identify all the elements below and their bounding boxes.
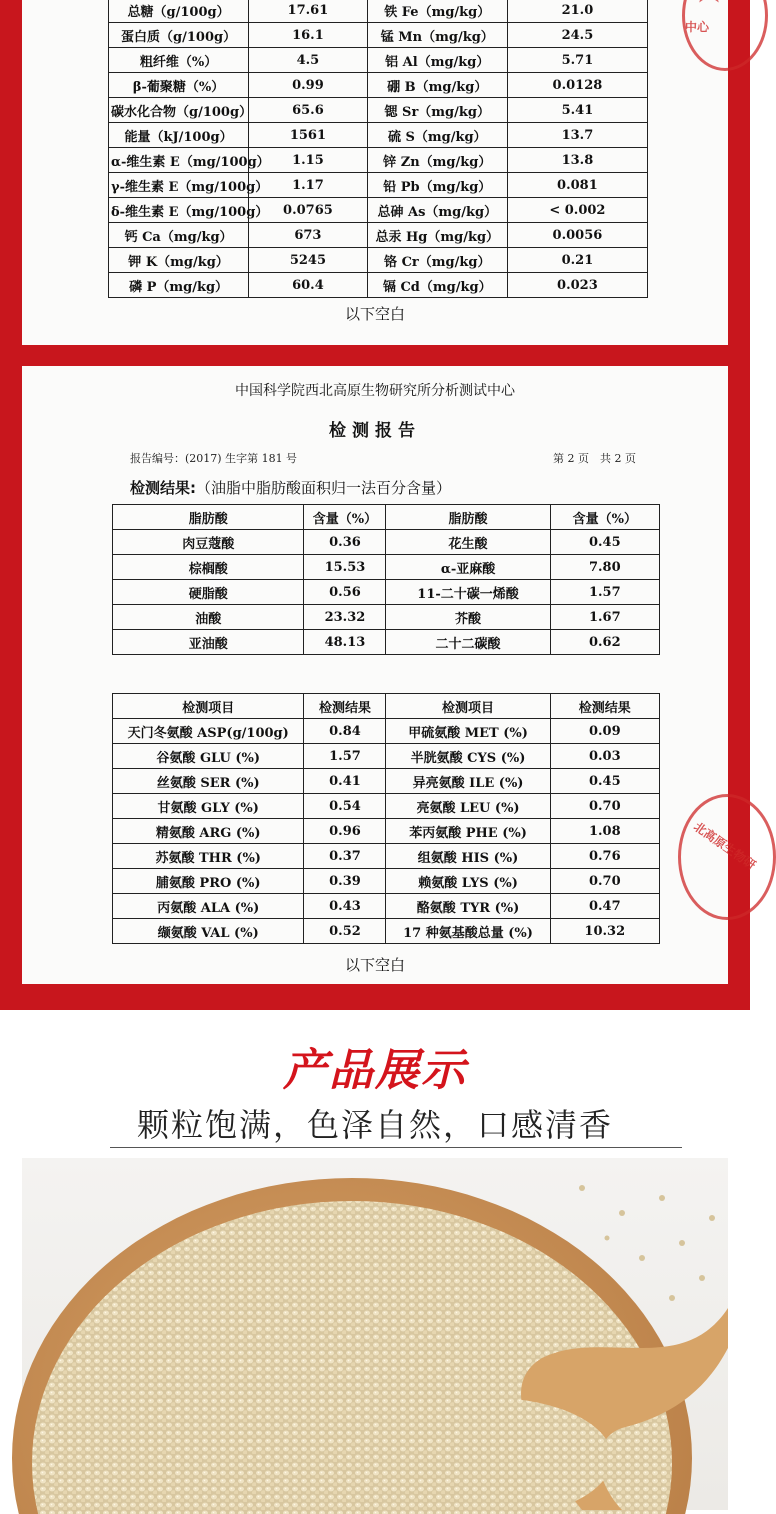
- table-row: [109, 23, 648, 48]
- table-cell: 谷氨酸 GLU (%): [113, 744, 304, 769]
- table-cell: 组氨酸 HIS (%): [386, 844, 550, 869]
- table-cell: 13.8: [507, 148, 647, 173]
- result-method: （油脂中脂肪酸面积归一法百分含量）: [196, 479, 452, 497]
- table-cell: 含量（%）: [304, 505, 386, 530]
- result-heading: [130, 477, 451, 498]
- table-row: [113, 605, 660, 630]
- table-cell: α-维生素 E（mg/100g）: [109, 148, 249, 173]
- table-cell: 检测项目: [386, 694, 550, 719]
- red-stamp-1: [682, 0, 768, 71]
- table-cell: 5.41: [507, 98, 647, 123]
- spoon-grains: [372, 1398, 612, 1514]
- stamp-2-text: 北高原生物研: [691, 819, 759, 873]
- table-cell: 能量（kJ/100g）: [109, 123, 249, 148]
- table-cell: 丙氨酸 ALA (%): [113, 894, 304, 919]
- table-cell: 0.52: [304, 919, 386, 944]
- table-cell: 硫 S（mg/kg）: [367, 123, 507, 148]
- product-photo: [22, 1158, 728, 1510]
- table-cell: β-葡聚糖（%）: [109, 73, 249, 98]
- table-cell: 铅 Pb（mg/kg）: [367, 173, 507, 198]
- table-cell: 0.54: [304, 794, 386, 819]
- table-cell: 0.43: [304, 894, 386, 919]
- table-cell: 0.56: [304, 580, 386, 605]
- table-cell: 17.61: [249, 0, 368, 23]
- table-cell: 芥酸: [386, 605, 550, 630]
- table-cell: 异亮氨酸 ILE (%): [386, 769, 550, 794]
- table-cell: 0.45: [550, 530, 659, 555]
- table-row: [113, 530, 660, 555]
- table-cell: 苏氨酸 THR (%): [113, 844, 304, 869]
- table-cell: 检测结果: [550, 694, 659, 719]
- table-cell: 0.76: [550, 844, 659, 869]
- table-row: [113, 744, 660, 769]
- table-cell: 1.57: [304, 744, 386, 769]
- table-cell: 酪氨酸 TYR (%): [386, 894, 550, 919]
- table-row: [109, 223, 648, 248]
- table-cell: 赖氨酸 LYS (%): [386, 869, 550, 894]
- table-cell: 16.1: [249, 23, 368, 48]
- subtitle-underline: [110, 1147, 682, 1148]
- fatty-acid-table: [112, 504, 660, 655]
- table-cell: 锶 Sr（mg/kg）: [367, 98, 507, 123]
- table-row: [113, 869, 660, 894]
- table-cell: 棕榈酸: [113, 555, 304, 580]
- table-cell: 23.32: [304, 605, 386, 630]
- table-cell: 硼 B（mg/kg）: [367, 73, 507, 98]
- table-cell: 检测项目: [113, 694, 304, 719]
- table-cell: 花生酸: [386, 530, 550, 555]
- table-cell: 1.67: [550, 605, 659, 630]
- table-cell: 脂肪酸: [113, 505, 304, 530]
- table-cell: 0.37: [304, 844, 386, 869]
- table-row: [109, 248, 648, 273]
- table-cell: 13.7: [507, 123, 647, 148]
- table-cell: 亚油酸: [113, 630, 304, 655]
- table-cell: 脯氨酸 PRO (%): [113, 869, 304, 894]
- table-cell: α-亚麻酸: [386, 555, 550, 580]
- table-cell: 0.21: [507, 248, 647, 273]
- table-cell: 甘氨酸 GLY (%): [113, 794, 304, 819]
- table-cell: 4.5: [249, 48, 368, 73]
- table-row: [109, 73, 648, 98]
- table-row: [113, 580, 660, 605]
- table-cell: 65.6: [249, 98, 368, 123]
- table-cell: 0.70: [550, 869, 659, 894]
- table-row: [113, 555, 660, 580]
- red-stamp-2: [678, 794, 776, 920]
- table-cell: 脂肪酸: [386, 505, 550, 530]
- amino-acid-table: [112, 693, 660, 944]
- table-cell: 0.081: [507, 173, 647, 198]
- table-row: [113, 844, 660, 869]
- table-cell: 含量（%）: [550, 505, 659, 530]
- table-cell: 油酸: [113, 605, 304, 630]
- table-row: [109, 148, 648, 173]
- table-row: [113, 630, 660, 655]
- table-cell: 天门冬氨酸 ASP(g/100g): [113, 719, 304, 744]
- table-cell: 0.36: [304, 530, 386, 555]
- table-cell: 精氨酸 ARG (%): [113, 819, 304, 844]
- report-page-2: [22, 366, 759, 984]
- table-cell: 0.39: [304, 869, 386, 894]
- table-cell: 二十二碳酸: [386, 630, 550, 655]
- table-cell: 缬氨酸 VAL (%): [113, 919, 304, 944]
- table-cell: 0.41: [304, 769, 386, 794]
- table-row: [113, 794, 660, 819]
- table-cell: 24.5: [507, 23, 647, 48]
- table-row: [109, 198, 648, 223]
- stamp-1-text: 中心: [685, 20, 710, 34]
- table-cell: 总汞 Hg（mg/kg）: [367, 223, 507, 248]
- table-row: [109, 48, 648, 73]
- table-cell: 0.99: [249, 73, 368, 98]
- table-row: [113, 769, 660, 794]
- nutrient-table: [108, 0, 648, 298]
- table-cell: 5245: [249, 248, 368, 273]
- table-cell: 0.70: [550, 794, 659, 819]
- table-cell: 0.84: [304, 719, 386, 744]
- report-page-1: [22, 0, 728, 345]
- table-row: [113, 819, 660, 844]
- table-cell: 0.47: [550, 894, 659, 919]
- showcase-title: 产品展示: [283, 1045, 467, 1096]
- table-cell: 镉 Cd（mg/kg）: [367, 273, 507, 298]
- table-cell: 0.0128: [507, 73, 647, 98]
- table-cell: 15.53: [304, 555, 386, 580]
- page-info: 第 2 页 共 2 页: [553, 452, 636, 465]
- table-cell: 磷 P（mg/kg）: [109, 273, 249, 298]
- blank-note-2: 以下空白: [344, 956, 405, 974]
- table-cell: 673: [249, 223, 368, 248]
- table-cell: 10.32: [550, 919, 659, 944]
- table-cell: 锌 Zn（mg/kg）: [367, 148, 507, 173]
- table-cell: 硬脂酸: [113, 580, 304, 605]
- table-cell: 1.17: [249, 173, 368, 198]
- quinoa-bowl-illustration: [22, 1158, 728, 1510]
- table-cell: 粗纤维（%）: [109, 48, 249, 73]
- table-header-row: [113, 694, 660, 719]
- table-cell: 钙 Ca（mg/kg）: [109, 223, 249, 248]
- table-row: [109, 173, 648, 198]
- table-cell: 7.80: [550, 555, 659, 580]
- table-row: [109, 0, 648, 23]
- table-cell: 钾 K（mg/kg）: [109, 248, 249, 273]
- table-cell: 0.96: [304, 819, 386, 844]
- table-cell: 0.09: [550, 719, 659, 744]
- table-cell: 17 种氨基酸总量 (%): [386, 919, 550, 944]
- table-cell: 检测结果: [304, 694, 386, 719]
- table-cell: δ-维生素 E（mg/100g）: [109, 198, 249, 223]
- report-number: 报告编号：(2017) 生字第 181 号: [130, 452, 298, 465]
- table-cell: 碳水化合物（g/100g）: [109, 98, 249, 123]
- star-icon: [691, 0, 727, 7]
- table-row: [109, 98, 648, 123]
- table-cell: 总糖（g/100g）: [109, 0, 249, 23]
- table-cell: 1.57: [550, 580, 659, 605]
- blank-note-1: 以下空白: [344, 305, 405, 323]
- table-cell: 60.4: [249, 273, 368, 298]
- table-cell: 0.023: [507, 273, 647, 298]
- table-cell: 0.62: [550, 630, 659, 655]
- table-cell: 0.45: [550, 769, 659, 794]
- table-cell: 铝 Al（mg/kg）: [367, 48, 507, 73]
- table-cell: 5.71: [507, 48, 647, 73]
- table-cell: 0.0056: [507, 223, 647, 248]
- table-row: [109, 123, 648, 148]
- table-cell: 0.03: [550, 744, 659, 769]
- table-cell: 1.15: [249, 148, 368, 173]
- table-cell: 0.0765: [249, 198, 368, 223]
- table-row: [113, 719, 660, 744]
- table-row: [113, 894, 660, 919]
- table-cell: 丝氨酸 SER (%): [113, 769, 304, 794]
- table-cell: 铁 Fe（mg/kg）: [367, 0, 507, 23]
- table-cell: 11-二十碳一烯酸: [386, 580, 550, 605]
- table-cell: 铬 Cr（mg/kg）: [367, 248, 507, 273]
- table-header-row: [113, 505, 660, 530]
- table-row: [113, 919, 660, 944]
- org-name: 中国科学院西北高原生物研究所分析测试中心: [235, 383, 515, 399]
- table-cell: 苯丙氨酸 PHE (%): [386, 819, 550, 844]
- table-row: [109, 273, 648, 298]
- table-cell: 总砷 As（mg/kg）: [367, 198, 507, 223]
- table-cell: 肉豆蔻酸: [113, 530, 304, 555]
- table-cell: 48.13: [304, 630, 386, 655]
- showcase-subtitle: 颗粒饱满，色泽自然，口感清香: [136, 1106, 613, 1144]
- table-cell: 蛋白质（g/100g）: [109, 23, 249, 48]
- table-cell: 21.0: [507, 0, 647, 23]
- table-cell: 半胱氨酸 CYS (%): [386, 744, 550, 769]
- table-cell: 甲硫氨酸 MET (%): [386, 719, 550, 744]
- table-cell: < 0.002: [507, 198, 647, 223]
- table-cell: 1561: [249, 123, 368, 148]
- table-cell: γ-维生素 E（mg/100g）: [109, 173, 249, 198]
- report-title: 检测报告: [329, 421, 421, 441]
- table-cell: 亮氨酸 LEU (%): [386, 794, 550, 819]
- table-cell: 1.08: [550, 819, 659, 844]
- table-cell: 锰 Mn（mg/kg）: [367, 23, 507, 48]
- result-label: 检测结果:: [130, 479, 196, 497]
